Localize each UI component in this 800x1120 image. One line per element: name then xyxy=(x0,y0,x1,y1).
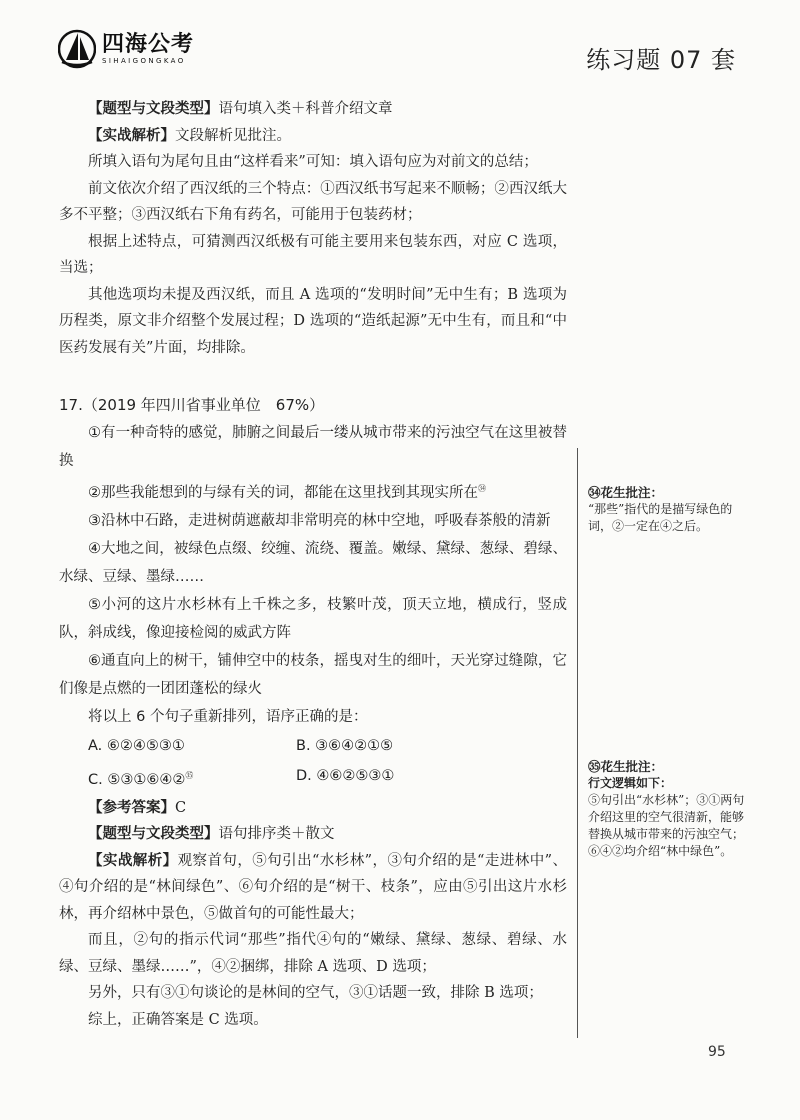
note-34-text: “那些”指代的是描写绿色的词，②一定在④之后。 xyxy=(588,502,733,533)
q17-analysis-4: 综上，正确答案是 C 选项。 xyxy=(88,1011,268,1028)
page-number: 95 xyxy=(708,1044,726,1060)
set-title: 练习题 07 套 xyxy=(586,46,736,74)
sentence-5: ⑤小河的这片水杉林有上千株之多，枝繁叶茂，顶天立地，横成行，竖成队，斜成线，像迎接检阅的威武方阵 xyxy=(59,596,567,641)
q17-analysis-3: 另外，只有③①句谈论的是林间的空气，③①话题一致，排除 B 选项； xyxy=(88,985,543,1002)
prev-paragraph-4: 其他选项均未提及西汉纸，而且 A 选项的“发明时间”无中生有；B 选项为历程类，原文非介绍整个发展过程；D 选项的“造纸起源”无中生有，而且和“中医药发展有关”片面，均排除。 xyxy=(59,286,567,356)
prev-analysis-tag: 【实战解析】 xyxy=(88,126,175,144)
note-marker-35: ㉟ xyxy=(185,770,194,780)
option-c: C. ⑤③①⑥④② xyxy=(88,771,186,788)
q17-analysis-2: 而且，②句的指示代词“那些”指代④句的“嫩绿、黛绿、葱绿、碧绿、水绿、豆绿、墨绿……”，④②捆绑，排除 A 选项、D 选项； xyxy=(59,932,567,975)
brand-name: 四海公考 xyxy=(102,32,195,57)
prev-type-line xyxy=(59,96,567,123)
sentence-2-line xyxy=(59,475,567,507)
sentence-3: ③沿林中石路，走进树荫遮蔽却非常明亮的林中空地，呼吸春茶般的清新 xyxy=(88,512,551,529)
q17-type-line xyxy=(59,821,567,848)
q17-analysis-text-1: 观察首句，⑤句引出“水杉林”，③句介绍的是“走进林中”、④句介绍的是“林间绿色”、⑥句介绍的是“树干、枝条”，应由⑤引出这片水杉林，再介绍林中景色，⑤做首句的可能性最大； xyxy=(59,852,567,922)
sentence-6: ⑥通直向上的树干，铺伸空中的枝条，摇曳对生的细叶，天光穿过缝隙，它们像是点燃的一团团蓬松的绿火 xyxy=(59,652,567,697)
note-34-title: ㉞花生批注： xyxy=(588,485,664,500)
answer-value: C xyxy=(175,799,187,816)
sentence-2: ②那些我能想到的与绿有关的词，都能在这里找到其现实所在 xyxy=(88,484,478,501)
question-17-sentences xyxy=(59,419,567,731)
prev-paragraph-3: 根据上述特点，可猜测西汉纸极有可能主要用来包装东西，对应 C 选项，当选； xyxy=(59,233,567,276)
side-note-35 xyxy=(588,758,748,860)
sentence-4: ④大地之间，被绿色点缀、绞缠、流绕、覆盖。嫩绿、黛绿、葱绿、碧绿、水绿、豆绿、墨绿…… xyxy=(59,540,567,585)
option-c-wrap xyxy=(88,761,296,795)
prev-paragraph-2: 前文依次介绍了西汉纸的三个特点：①西汉纸书写起来不顺畅；②西汉纸大多不平整；③西汉纸右下角有药名，可能用于包装药材； xyxy=(59,180,567,223)
brand-pinyin: SIHAIGONGKAO xyxy=(102,57,186,65)
prev-type-text: 语句填入类＋科普介绍文章 xyxy=(218,101,393,117)
note-35-subtitle: 行文逻辑如下： xyxy=(588,776,673,790)
brand-logo xyxy=(58,28,194,70)
side-note-34 xyxy=(588,484,748,535)
note-marker-34: ㉞ xyxy=(478,484,486,493)
prev-analysis-text: 文段解析见批注。 xyxy=(175,127,291,144)
note-35-text: ⑤句引出“水杉林”；③①两句介绍这里的空气很清新，能够替换从城市带来的污浊空气；⑥④②均介绍“林中绿色”。 xyxy=(588,793,745,858)
prev-analysis-line xyxy=(59,123,567,150)
answer-line xyxy=(59,795,567,822)
answer-tag: 【参考答案】 xyxy=(88,798,175,816)
option-d: D. ④⑥②⑤③① xyxy=(296,767,395,784)
note-35-title: ㉟花生批注： xyxy=(588,759,664,774)
question-17-head: 17.（2019 年四川省事业单位 67%） xyxy=(59,396,325,414)
option-a: A. ⑥②④⑤③① xyxy=(88,737,185,754)
question-prompt: 将以上 6 个句子重新排列，语序正确的是： xyxy=(88,708,368,725)
q17-type-text: 语句排序类＋散文 xyxy=(218,826,335,843)
q17-type-tag: 【题型与文段类型】 xyxy=(88,825,219,843)
prev-type-tag: 【题型与文段类型】 xyxy=(88,100,219,117)
prev-paragraph-1: 所填入语句为尾句且由“这样看来”可知：填入语句应为对前文的总结； xyxy=(88,154,538,170)
option-b: B. ③⑥④②①⑤ xyxy=(296,737,394,754)
margin-divider xyxy=(577,448,578,1038)
sentence-1: ①有一种奇特的感觉，肺腑之间最后一缕从城市带来的污浊空气在这里被替换 xyxy=(59,425,567,469)
answer-options xyxy=(59,731,567,795)
main-content xyxy=(59,96,567,1033)
q17-analysis-tag: 【实战解析】 xyxy=(88,851,178,869)
q17-analysis-1 xyxy=(59,848,567,928)
sailboat-logo-icon xyxy=(58,28,96,70)
